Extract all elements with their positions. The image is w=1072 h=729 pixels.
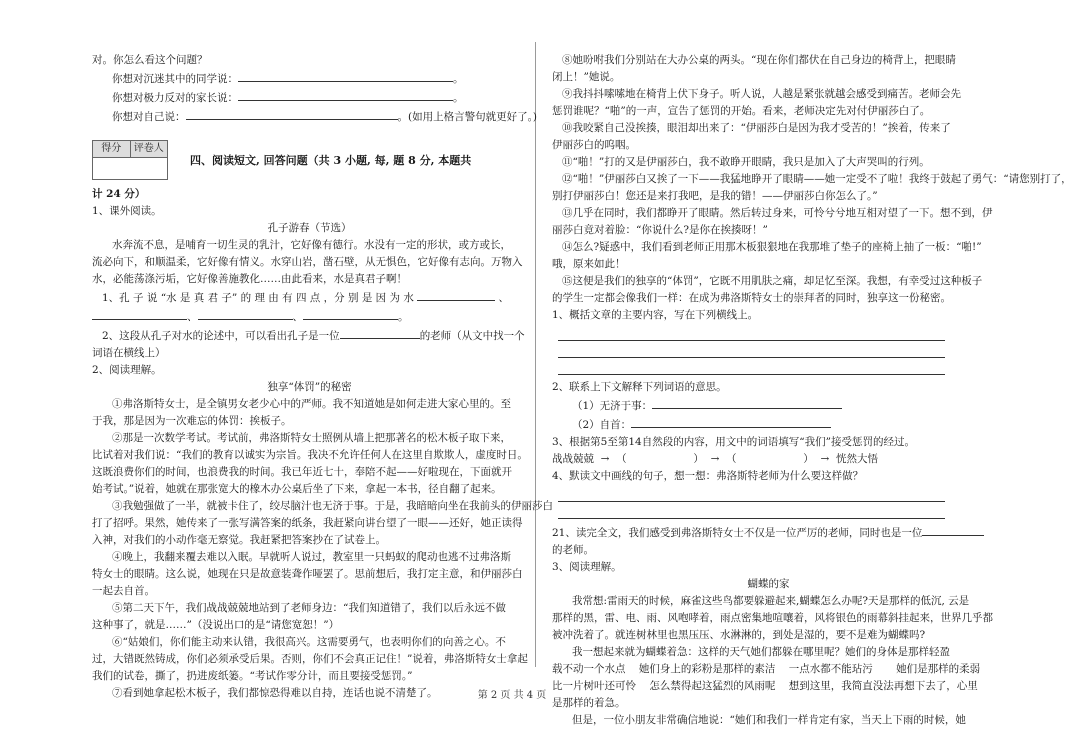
answer-line-parents: 你想对极力反对的家长说： 。 bbox=[92, 88, 527, 107]
paragraph-line: 打了招呼。果然，她传来了一张写满答案的纸条，我赶紧向讲台望了一眼——还好，她正读得 bbox=[92, 517, 523, 529]
paragraph-line: 哦，原来如此！ bbox=[552, 258, 626, 270]
paragraph-line: 比试着对我们说：“我们的教育以诚实为宗旨。我决不允许任何人在这里自欺欺人，虚度时日。 bbox=[92, 449, 528, 461]
score-header: 得分 bbox=[93, 141, 131, 157]
answer-line bbox=[558, 502, 945, 519]
paragraph-line: 伊丽莎白的呜咽。 bbox=[552, 139, 636, 151]
reading-1-label: 1、课外阅读。 bbox=[92, 205, 162, 217]
vocab-item-2: （2）自首： bbox=[552, 415, 985, 434]
reading-2-question-2: 2、联系上下文解释下列词语的意思。 bbox=[552, 381, 727, 393]
paragraph-line: ⑬几乎在同时，我们都睁开了眼睛。然后转过身来，可怜兮兮地互相对望了一下。想不到，伊 bbox=[562, 207, 993, 219]
reading-1-question-2-cont: 词语在横线上） bbox=[92, 347, 166, 359]
paragraph-line: ⑫“啪！”伊丽莎白又挨了一下——我猛地睁开了眼睛——她一定受不了啦！我终于鼓起了勇气：“请您别打了， bbox=[562, 173, 1072, 185]
paragraph-line: 那样的黑，雷、电、雨、风咆哮着，雨点密集地喧嚷着，风将银色的雨幕斜挂起来，世界几乎都 bbox=[552, 612, 993, 624]
question-21: 21、读完全文，我们感受到弗洛斯特女士不仅是一位严厉的老师，同时也是一位 bbox=[552, 523, 985, 542]
paragraph-line: ⑧她吩咐我们分别站在大办公桌的两头。“现在你们都伏在自己身边的椅背上，把眼睛 bbox=[562, 54, 956, 66]
paragraph-line: 于我，那是因为一次难忘的体罚：挨板子。 bbox=[92, 415, 292, 427]
column-divider bbox=[535, 42, 536, 667]
paragraph-line: 水奔流不息，是哺育一切生灵的乳汁，它好像有德行。水没有一定的形状，或方或长， bbox=[112, 239, 511, 251]
vocab-item-1: （1）无济于事： bbox=[552, 396, 985, 415]
section-title: 四、阅读短文, 回答问题（共 3 小题, 每, 题 8 分, 本题共 bbox=[190, 153, 472, 167]
paragraph-line: 闭上！”她说。 bbox=[552, 71, 621, 83]
question-intro: 对。你怎么看这个问题？ bbox=[92, 54, 208, 66]
paragraph-line: 水，必能荡涤污垢，它好像善施教化……由此看来，水是真君子啊！ bbox=[92, 273, 407, 285]
score-row bbox=[92, 140, 527, 180]
paragraph-line: 我常想:雷雨天的时候，麻雀这些鸟都要躲避起来,蝴蝶怎么办呢?天是那样的低沉, 云是 bbox=[572, 595, 970, 607]
paragraph-line: ④晚上，我翻来覆去难以入眠。早就听人说过，教室里一只蚂蚁的爬动也逃不过弗洛斯 bbox=[112, 551, 511, 563]
reading-2-question-3: 3、根据第5至第14自然段的内容，用文中的词语填写“我们”接受惩罚的经过。 bbox=[552, 436, 915, 448]
reading-3-label: 3、阅读理解。 bbox=[552, 561, 622, 573]
paragraph-line: ⑮这便是我们的独享的“体罚”，它既不用肌肤之痛，却足忆至深。我想，有幸受过这种板子 bbox=[562, 275, 983, 287]
answer-blanks: 、 、 。 bbox=[92, 307, 527, 326]
paragraph-line: ⑭怎么?疑惑中，我们看到老师正用那木板狠狠地在我那堆了垫子的座椅上抽了一板：“啪!” bbox=[562, 241, 982, 253]
paragraph-line: 的学生一定都会像我们一样：在成为弗洛斯特女士的崇拜者的同时，独享这一份秘密。 bbox=[552, 292, 951, 304]
sequence-fill: 战战兢兢 → （ ） → （ ） → 恍然大悟 bbox=[552, 453, 878, 465]
answer-line bbox=[558, 358, 945, 375]
paragraph-line: 一起去自首。 bbox=[92, 585, 155, 597]
paragraph-line: 入神，对我们的小动作毫无察觉。我赶紧把答案抄在了试卷上。 bbox=[92, 534, 386, 546]
reading-1-question-2: 2、这段从孔子对水的论述中，可以看出孔子是一位 的老师（从文中找一个 bbox=[92, 326, 527, 345]
paragraph-line: 别打伊丽莎白！您还是来打我吧，是我的错！——伊丽莎白你怎么了。” bbox=[552, 190, 878, 202]
paragraph-line: ②那是一次数学考试。考试前，弗洛斯特女士照例从墙上把那著名的松木板子取下来， bbox=[112, 432, 511, 444]
score-box bbox=[92, 140, 168, 180]
paragraph-line: 丽莎白竟对着脸：“你说什么?是你在挨揍呀！” bbox=[552, 224, 768, 236]
paragraph-line: 流必向下，和顺温柔，它好像有情义。水穿山岩，凿石壁，从无惧色，它好像有志向。万物入 bbox=[92, 256, 523, 268]
paragraph-line: 过，大错既然铸成，你们必须承受后果。否则，你们不会真正记住！”说着，弗洛斯特女士拿起 bbox=[92, 653, 528, 665]
answer-line bbox=[558, 341, 945, 358]
paragraph-line: 比一片树叶还可怜 怎么禁得起这猛烈的风雨呢 想到这里，我简直没法再想下去了，心里 bbox=[552, 680, 978, 692]
reading-3-title: 蝴蝶的家 bbox=[747, 578, 790, 590]
paragraph-line: ①弗洛斯特女士，是全镇男女老少心中的严师。我不知道她是如何走进大家心里的。至 bbox=[112, 398, 511, 410]
paragraph-line: ⑨我抖抖嗦嗦地在椅背上伏下身子。听人说，人越是紧张就越会感受到痛苦。老师会先 bbox=[562, 88, 961, 100]
paragraph-line: 载不动一个水点 她们身上的彩粉是那样的素洁 一点水都不能玷污 她们是那样的柔弱 bbox=[552, 663, 981, 675]
answer-line-self: 你想对自己说： 。(如用上格言警句就更好了。) bbox=[92, 107, 527, 126]
paragraph-line: ⑥“姑娘们，你们能主动来认错，我很高兴。这需要勇气，也表明你们的向善之心。不 bbox=[112, 636, 506, 648]
answer-line bbox=[558, 324, 945, 341]
reading-1-question-1: 1、孔 子 说 “水 是 真 君 子” 的 理 由 有 四 点 ，分 别 是 因 为 水 、 bbox=[92, 288, 527, 307]
paragraph-line: 这种事了，就是……”（没说出口的是“请您宽恕！”） bbox=[92, 619, 340, 631]
paragraph-line: ⑦看到她拿起松木板子，我们都惊恐得难以自持，连话也说不清楚了。 bbox=[112, 687, 438, 699]
paragraph-line: 这既浪费你们的时间，也浪费我的时间。我已年近七十，奉陪不起——好啦现在，下面就开 bbox=[92, 466, 512, 478]
answer-line-classmates: 你想对沉迷其中的同学说： 。 bbox=[92, 69, 527, 88]
question-21-cont: 的老师。 bbox=[552, 544, 594, 556]
paragraph-line: 我们的试卷，撕了，扔进废纸篓。“考试作零分计，而且要接受惩罚。” bbox=[92, 670, 413, 682]
reading-1-title: 孔子游春（节选） bbox=[267, 222, 352, 234]
section-title-cont: 计 24 分） bbox=[92, 188, 146, 200]
page-footer: 第 2 页 共 4 页 bbox=[477, 690, 547, 701]
paragraph-line: 我一想起来就为蝴蝶着急：这样的天气她们都躲在哪里呢？她们的身体是那样轻盈 bbox=[572, 646, 950, 658]
paragraph-line: 被冲洗着了。就连树林里也黑压压、水淋淋的，到处是湿的，要不是难为蝴蝶吗? bbox=[552, 629, 926, 641]
paragraph-line: ⑤第二天下午，我们战战兢兢地站到了老师身边：“我们知道错了，我们以后永远不做 bbox=[112, 602, 506, 614]
paragraph-line: 但是，一位小朋友非常确信地说：“她们和我们一样肯定有家，当天上下雨的时候，她 bbox=[572, 714, 966, 726]
answer-line bbox=[558, 485, 945, 502]
paragraph-line: 惩罚谁呢？“啪”的一声，宣告了惩罚的开始。看来，老师决定先对付伊丽莎白了。 bbox=[552, 105, 931, 117]
reading-2-question-1: 1、概括文章的主要内容，写在下列横线上。 bbox=[552, 309, 759, 321]
paragraph-line: 是那样的着急。 bbox=[552, 697, 626, 709]
paragraph-line: ⑪“啪！”打的又是伊丽莎白，我不敢睁开眼睛，我只是加入了大声哭叫的行列。 bbox=[562, 156, 930, 168]
paragraph-line: 始考试。”说着，她就在那张宽大的橡木办公桌后坐了下来，拿起一本书，径自翻了起来。 bbox=[92, 483, 502, 495]
right-column bbox=[552, 52, 1072, 729]
paragraph-line: 特女士的眼睛。这么说，她现在只是故意装聋作哑罢了。思前想后，我打定主意，和伊丽莎白 bbox=[92, 568, 523, 580]
grader-header: 评卷人 bbox=[131, 141, 168, 157]
left-column bbox=[92, 52, 553, 702]
reading-2-question-4: 4、默读文中画线的句子，想一想：弗洛斯特老师为什么要这样做？ bbox=[552, 470, 864, 482]
reading-2-label: 2、阅读理解。 bbox=[92, 364, 162, 376]
paragraph-line: ③我勉强做了一半，就被卡住了，绞尽脑汁也无济于事。于是，我暗暗向坐在我前头的伊丽莎白 bbox=[112, 500, 553, 512]
reading-2-title: 独享“体罚”的秘密 bbox=[267, 381, 352, 393]
paragraph-line: ⑩我咬紧自己没挨揍，眼泪却出来了：“伊丽莎白是因为我才受苦的！”挨着，传来了 bbox=[562, 122, 951, 134]
